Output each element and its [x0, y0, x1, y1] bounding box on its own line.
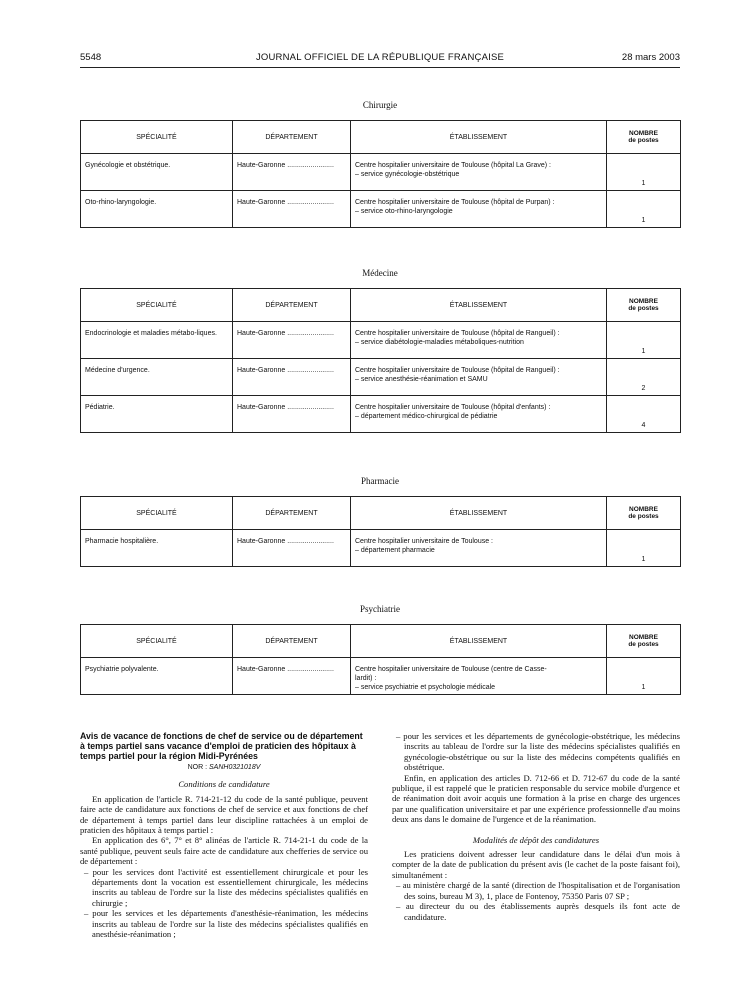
- etablissement-line1: Centre hospitalier universitaire de Toulouse :: [355, 538, 494, 545]
- cell-nombre: 1: [607, 322, 681, 359]
- table-row: [81, 396, 681, 433]
- cell-departement: [233, 658, 351, 695]
- cell-departement: [233, 154, 351, 191]
- postes-table: [80, 288, 681, 433]
- cell-etablissement: [351, 396, 607, 433]
- departement-name: Haute-Garonne: [237, 330, 286, 337]
- header-nombre-line1: NOMBRE: [629, 634, 658, 641]
- page-number: 5548: [80, 52, 102, 63]
- table-row: [81, 322, 681, 359]
- etablissement-line1: Centre hospitalier universitaire de Toulouse (hôpital de Rangueil) :: [355, 367, 560, 374]
- header-etablissement: ÉTABLISSEMENT: [351, 121, 607, 154]
- postes-table: [80, 624, 681, 695]
- header-nombre-line2: de postes: [628, 305, 659, 312]
- avis-right-column: [392, 731, 680, 922]
- table-row: [81, 359, 681, 396]
- header-specialite: SPÉCIALITÉ: [81, 289, 233, 322]
- cell-specialite: Psychiatrie polyvalente.: [81, 658, 233, 695]
- etablissement-line1: Centre hospitalier universitaire de Toulouse (hôpital La Grave) :: [355, 162, 551, 169]
- etablissement-line2: – service oto-rhino-laryngologie: [355, 208, 453, 215]
- departement-name: Haute-Garonne: [237, 199, 286, 206]
- cell-nombre: 1: [607, 658, 681, 695]
- avis-left-column: [80, 731, 368, 940]
- paragraph-1: En application de l'article R. 714-21-12 du code de la santé publique, peuvent faire acte de candidature aux fonctions de chef de service et aux fonctions de chef de département à temps partiel dans leur discipline rattachées à un emploi de praticien des hôpitaux à temps partiel :: [80, 793, 368, 836]
- etablissement-line1: Centre hospitalier universitaire de Toulouse (hôpital de Purpan) :: [355, 199, 555, 206]
- etablissement-line2: – département médico-chirurgical de pédiatrie: [355, 413, 498, 420]
- list-item-anesthesie: – pour les services et les départements d'anesthésie-réanimation, les médecins inscrits au tableau de l'ordre sur la liste des médecins spécialistes qualifiés en anesthésie-réanimation ;: [84, 908, 368, 940]
- header-departement: DÉPARTEMENT: [233, 121, 351, 154]
- table-header-row: [81, 289, 681, 322]
- table-row: [81, 191, 681, 228]
- cell-nombre: 4: [607, 396, 681, 433]
- cell-etablissement: [351, 658, 607, 695]
- departement-name: Haute-Garonne: [237, 404, 286, 411]
- cell-specialite: Endocrinologie et maladies métabo-liques.: [81, 322, 233, 359]
- table-header-row: [81, 497, 681, 530]
- nor-line: [80, 763, 368, 773]
- header-nombre-line2: de postes: [628, 137, 659, 144]
- departement-name: Haute-Garonne: [237, 538, 286, 545]
- etablissement-line2: – service anesthésie-réanimation et SAMU: [355, 376, 488, 383]
- nor-label: NOR :: [187, 764, 208, 771]
- table-header-row: [81, 625, 681, 658]
- paragraph-4: Les praticiens doivent adresser leur candidature dans le délai d'un mois à compter de la date de publication du présent avis (le cachet de la poste faisant foi), simultanément :: [392, 849, 680, 880]
- header-nombre: [607, 625, 681, 658]
- modalites-title: Modalités de dépôt des candidatures: [472, 834, 600, 845]
- header-specialite: SPÉCIALITÉ: [81, 625, 233, 658]
- dot-leader: ........................: [285, 666, 334, 673]
- header-etablissement: ÉTABLISSEMENT: [351, 497, 607, 530]
- cell-etablissement: [351, 191, 607, 228]
- cell-departement: [233, 191, 351, 228]
- table-row: [81, 530, 681, 567]
- etablissement-line1: Centre hospitalier universitaire de Toulouse (centre de Casse-: [355, 666, 547, 673]
- dot-leader: ........................: [285, 367, 334, 374]
- paragraph-2: En application des 6°, 7° et 8° alinéas de l'article R. 714-21-1 du code de la santé publique, peuvent seuls faire acte de candidature aux chefferies de service ou de département :: [80, 835, 368, 867]
- departement-name: Haute-Garonne: [237, 367, 286, 374]
- header-departement: DÉPARTEMENT: [233, 497, 351, 530]
- cell-nombre: 1: [607, 191, 681, 228]
- departement-name: Haute-Garonne: [237, 666, 286, 673]
- cell-specialite: Gynécologie et obstétrique.: [81, 154, 233, 191]
- etablissement-line2: lardit) :: [355, 675, 377, 682]
- header-nombre-line2: de postes: [628, 641, 659, 648]
- cell-nombre: 1: [607, 154, 681, 191]
- cell-departement: [233, 396, 351, 433]
- header-nombre: [607, 121, 681, 154]
- cell-specialite: Pharmacie hospitalière.: [81, 530, 233, 567]
- list-item-directeur: – au directeur du ou des établissements auprès desquels ils font acte de candidature.: [396, 901, 680, 922]
- list-item-ministere: – au ministère chargé de la santé (direction de l'hospitalisation et de l'organisation des soins, bureau M 3), 1, place de Fontenoy, 75350 Paris 07 SP ;: [396, 880, 680, 901]
- publication-date: 28 mars 2003: [621, 52, 680, 63]
- header-rule: [80, 67, 680, 68]
- etablissement-line2: – service gynécologie-obstétrique: [355, 171, 460, 178]
- header-departement: DÉPARTEMENT: [233, 625, 351, 658]
- page-header: [80, 52, 680, 66]
- etablissement-line2: – service diabétologie-maladies métaboliques-nutrition: [355, 339, 524, 346]
- header-nombre: [607, 497, 681, 530]
- section-title: Médecine: [362, 268, 398, 278]
- cell-specialite: Oto-rhino-laryngologie.: [81, 191, 233, 228]
- paragraph-3: Enfin, en application des articles D. 712-66 et D. 712-67 du code de la santé publique, il est rappelé que le praticien responsable du service mobile d'urgence et de réanimation doit avoir acquis une formation à la prise en charge des urgences par une qualification universitaire et par une expérience professionnelle d'au moins deux ans dans le domaine de l'urgence et de la réanimation.: [392, 772, 680, 825]
- list-item-chirurgie: – pour les services dont l'activité est essentiellement chirurgicale et pour les départements dont la vocation est essentiellement chirurgicale, les médecins inscrits au tableau de l'ordre sur la liste des médecins spécialistes qualifiés en chirurgie ;: [84, 866, 368, 908]
- nor-code: SANH0321018V: [209, 764, 261, 771]
- table-header-row: [81, 121, 681, 154]
- header-nombre-line1: NOMBRE: [629, 298, 658, 305]
- cell-departement: [233, 359, 351, 396]
- cell-specialite: Pédiatrie.: [81, 396, 233, 433]
- section-title: Chirurgie: [362, 100, 398, 110]
- cell-departement: [233, 322, 351, 359]
- section-title: Pharmacie: [361, 476, 399, 486]
- journal-title: JOURNAL OFFICIEL DE LA RÉPUBLIQUE FRANÇAISE: [255, 52, 505, 63]
- departement-name: Haute-Garonne: [237, 162, 286, 169]
- etablissement-line1: Centre hospitalier universitaire de Toulouse (hôpital d'enfants) :: [355, 404, 551, 411]
- header-departement: DÉPARTEMENT: [233, 289, 351, 322]
- header-nombre-line1: NOMBRE: [629, 130, 658, 137]
- list-item-gynecologie: – pour les services et les départements de gynécologie-obstétrique, les médecins inscrits au tableau de l'ordre sur la liste des médecins spécialistes qualifiés en gynécologie-obstétrique ou sur la liste des médecins compétents qualifiés en obstétrique.: [396, 731, 680, 773]
- header-nombre-line2: de postes: [628, 513, 659, 520]
- avis-heading: Avis de vacance de fonctions de chef de service ou de département à temps partiel sans vacance d'emploi de praticien des hôpitaux à temps partiel pour la région Midi-Pyrénées: [80, 731, 363, 761]
- dot-leader: ........................: [285, 538, 334, 545]
- dot-leader: ........................: [285, 404, 334, 411]
- header-nombre: [607, 289, 681, 322]
- conditions-title: Conditions de candidature: [178, 779, 270, 790]
- section-title: Psychiatrie: [360, 604, 400, 614]
- cell-nombre: 1: [607, 530, 681, 567]
- etablissement-line1: Centre hospitalier universitaire de Toulouse (hôpital de Rangueil) :: [355, 330, 560, 337]
- cell-etablissement: [351, 530, 607, 567]
- cell-specialite: Médecine d'urgence.: [81, 359, 233, 396]
- cell-departement: [233, 530, 351, 567]
- dot-leader: ........................: [285, 199, 334, 206]
- cell-etablissement: [351, 154, 607, 191]
- header-etablissement: ÉTABLISSEMENT: [351, 289, 607, 322]
- cell-nombre: 2: [607, 359, 681, 396]
- header-nombre-line1: NOMBRE: [629, 506, 658, 513]
- cell-etablissement: [351, 359, 607, 396]
- header-specialite: SPÉCIALITÉ: [81, 497, 233, 530]
- etablissement-line3: – service psychiatrie et psychologie médicale: [355, 684, 496, 691]
- postes-table: [80, 496, 681, 567]
- header-etablissement: ÉTABLISSEMENT: [351, 625, 607, 658]
- dot-leader: ........................: [285, 330, 334, 337]
- header-specialite: SPÉCIALITÉ: [81, 121, 233, 154]
- dot-leader: ........................: [285, 162, 334, 169]
- cell-etablissement: [351, 322, 607, 359]
- table-row: [81, 154, 681, 191]
- table-row: [81, 658, 681, 695]
- postes-table: [80, 120, 681, 228]
- etablissement-line2: – département pharmacie: [355, 547, 435, 554]
